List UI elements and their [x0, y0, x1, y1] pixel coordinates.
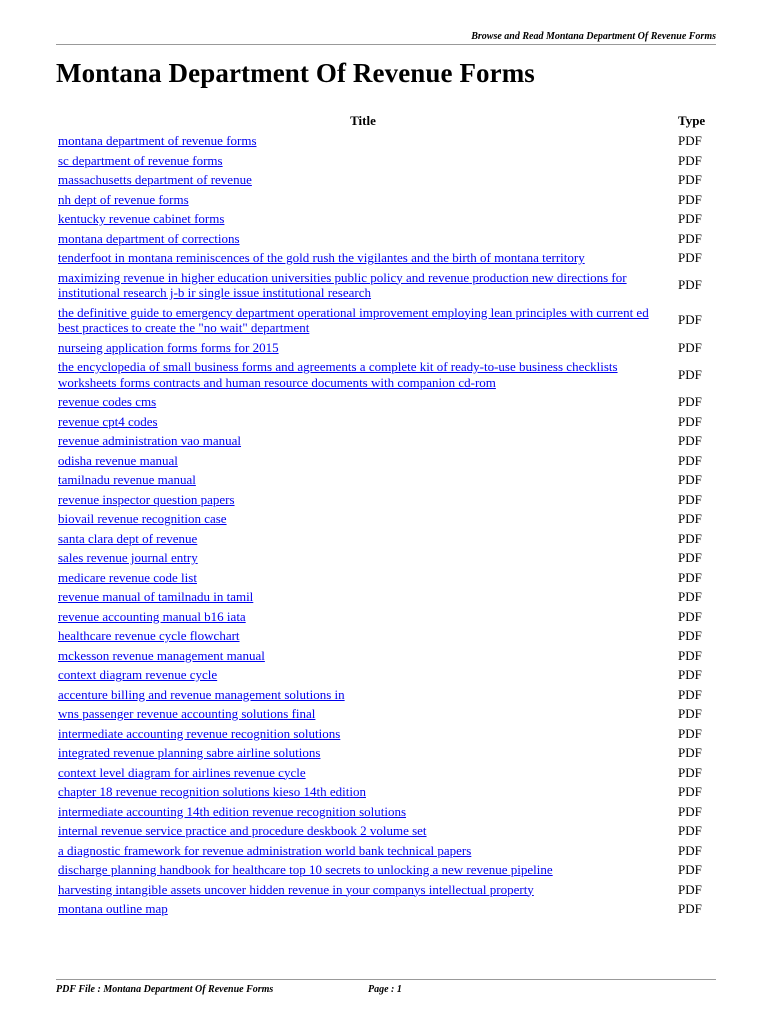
title-cell	[56, 357, 670, 392]
type-cell: PDF	[678, 569, 702, 585]
documents-table-body	[56, 131, 716, 919]
title-cell	[56, 646, 670, 666]
table-row	[56, 899, 716, 919]
type-cell: PDF	[678, 530, 702, 546]
title-cell	[56, 229, 670, 249]
type-cell: PDF	[678, 901, 702, 916]
type-cell: PDF	[678, 608, 702, 624]
table-row	[56, 587, 716, 607]
table-row	[56, 880, 716, 900]
document-link[interactable]: mckesson revenue management manual	[58, 647, 265, 663]
document-link[interactable]: sc department of revenue forms	[58, 152, 223, 168]
document-link[interactable]: revenue administration vao manual	[58, 433, 242, 448]
type-cell: PDF	[678, 842, 702, 858]
title-cell	[56, 724, 670, 744]
table-row	[56, 357, 716, 392]
document-link[interactable]: the definitive guide to emergency department operational improvement employing lean principles with current ed best practices to create the "no wait" department	[58, 304, 649, 335]
table-row	[56, 743, 716, 763]
table-row	[56, 151, 716, 171]
table-row	[56, 490, 716, 510]
title-cell	[56, 899, 670, 919]
type-cell: PDF	[678, 366, 702, 382]
document-link[interactable]: santa clara dept of revenue	[58, 530, 198, 546]
type-cell: PDF	[678, 823, 702, 838]
type-cell: PDF	[678, 550, 702, 565]
title-cell	[56, 451, 670, 471]
table-row	[56, 607, 716, 627]
document-link[interactable]: integrated revenue planning sabre airline solutions	[58, 745, 321, 760]
table-row	[56, 431, 716, 451]
document-link[interactable]: montana outline map	[58, 901, 168, 916]
type-cell: PDF	[678, 706, 702, 721]
document-link[interactable]: tenderfoot in montana reminiscences of the gold rush the vigilantes and the birth of montana territory	[58, 250, 585, 265]
document-link[interactable]: revenue cpt4 codes	[58, 413, 158, 429]
document-link[interactable]: massachusetts department of revenue	[58, 172, 252, 187]
title-cell	[56, 338, 670, 358]
title-cell	[56, 665, 670, 685]
document-link[interactable]: intermediate accounting 14th edition revenue recognition solutions	[58, 803, 407, 819]
header-divider	[56, 44, 716, 45]
type-cell: PDF	[678, 667, 702, 682]
document-link[interactable]: a diagnostic framework for revenue administration world bank technical papers	[58, 842, 472, 858]
title-cell	[56, 209, 670, 229]
table-row	[56, 704, 716, 724]
table-row	[56, 841, 716, 861]
table-row	[56, 268, 716, 303]
table-row	[56, 338, 716, 358]
table-row	[56, 529, 716, 549]
type-cell: PDF	[678, 152, 702, 168]
table-row	[56, 229, 716, 249]
title-cell	[56, 303, 670, 338]
table-row	[56, 821, 716, 841]
table-row	[56, 548, 716, 568]
title-cell	[56, 412, 670, 432]
table-row	[56, 303, 716, 338]
title-cell	[56, 743, 670, 763]
document-link[interactable]: revenue accounting manual b16 iata	[58, 608, 246, 624]
title-cell	[56, 248, 670, 268]
document-link[interactable]: odisha revenue manual	[58, 452, 178, 468]
document-link[interactable]: nh dept of revenue forms	[58, 191, 189, 207]
title-cell	[56, 782, 670, 802]
table-row	[56, 451, 716, 471]
type-cell: PDF	[678, 230, 702, 246]
document-link[interactable]: maximizing revenue in higher education universities public policy and revenue production new directions for institutional research j-b ir single issue institutional research	[58, 269, 627, 300]
type-cell: PDF	[678, 745, 702, 760]
footer-divider	[56, 979, 716, 980]
footer-file-label: PDF File : Montana Department Of Revenue Forms	[56, 984, 274, 995]
type-cell: PDF	[678, 472, 702, 487]
type-cell: PDF	[678, 191, 702, 207]
title-cell	[56, 392, 670, 412]
document-link[interactable]: montana department of corrections	[58, 230, 240, 246]
title-cell	[56, 763, 670, 783]
type-cell: PDF	[678, 647, 702, 663]
type-cell: PDF	[678, 452, 702, 468]
type-cell: PDF	[678, 394, 702, 409]
title-cell	[56, 529, 670, 549]
table-row	[56, 665, 716, 685]
table-row	[56, 248, 716, 268]
page-title: Montana Department Of Revenue Forms	[56, 58, 535, 88]
table-row	[56, 131, 716, 151]
type-cell: PDF	[678, 133, 702, 148]
document-link[interactable]: context diagram revenue cycle	[58, 667, 218, 682]
title-cell	[56, 821, 670, 841]
table-row	[56, 568, 716, 588]
table-row	[56, 626, 716, 646]
table-row	[56, 763, 716, 783]
title-cell	[56, 170, 670, 190]
type-cell: PDF	[678, 725, 702, 741]
running-header: Browse and Read Montana Department Of Revenue Forms	[471, 31, 716, 42]
title-cell	[56, 802, 670, 822]
table-row	[56, 190, 716, 210]
type-cell: PDF	[678, 277, 702, 293]
title-cell	[56, 268, 670, 303]
document-link[interactable]: harvesting intangible assets uncover hidden revenue in your companys intellectual property	[58, 881, 534, 897]
title-column-header: Title	[350, 113, 376, 128]
document-link[interactable]: discharge planning handbook for healthcare top 10 secrets to unlocking a new revenue pipeline	[58, 862, 553, 877]
documents-table	[56, 111, 716, 919]
table-row	[56, 860, 716, 880]
table-row	[56, 724, 716, 744]
document-link[interactable]: healthcare revenue cycle flowchart	[58, 628, 240, 643]
table-row	[56, 646, 716, 666]
type-cell: PDF	[678, 339, 702, 355]
title-cell	[56, 548, 670, 568]
type-cell: PDF	[678, 250, 702, 265]
type-cell: PDF	[678, 589, 702, 604]
table-row	[56, 170, 716, 190]
table-row	[56, 509, 716, 529]
type-cell: PDF	[678, 433, 702, 448]
type-cell: PDF	[678, 881, 702, 897]
document-link[interactable]: intermediate accounting revenue recognition solutions	[58, 725, 341, 741]
title-cell	[56, 685, 670, 705]
table-row	[56, 470, 716, 490]
table-row	[56, 782, 716, 802]
title-cell	[56, 841, 670, 861]
title-cell	[56, 190, 670, 210]
title-cell	[56, 431, 670, 451]
table-header-row	[56, 111, 716, 131]
document-link[interactable]: revenue codes cms	[58, 394, 157, 409]
type-cell: PDF	[678, 211, 702, 226]
table-row	[56, 392, 716, 412]
type-cell: PDF	[678, 628, 702, 643]
document-link[interactable]: context level diagram for airlines revenue cycle	[58, 764, 306, 780]
title-cell	[56, 860, 670, 880]
document-link[interactable]: the encyclopedia of small business forms and agreements a complete kit of ready-to-use business checklists worksheets forms contracts and human resource documents with companion cd-rom	[58, 359, 618, 390]
type-cell: PDF	[678, 784, 702, 799]
document-link[interactable]: biovail revenue recognition case	[58, 511, 227, 526]
type-cell: PDF	[678, 686, 702, 702]
document-link[interactable]: internal revenue service practice and procedure deskbook 2 volume set	[58, 823, 427, 838]
document-link[interactable]: accenture billing and revenue management solutions in	[58, 686, 345, 702]
type-cell: PDF	[678, 172, 702, 187]
title-cell	[56, 470, 670, 490]
type-cell: PDF	[678, 413, 702, 429]
title-cell	[56, 880, 670, 900]
table-row	[56, 685, 716, 705]
document-link[interactable]: medicare revenue code list	[58, 569, 197, 585]
table-row	[56, 802, 716, 822]
type-cell: PDF	[678, 803, 702, 819]
title-cell	[56, 587, 670, 607]
type-cell: PDF	[678, 312, 702, 328]
type-cell: PDF	[678, 764, 702, 780]
document-link[interactable]: revenue inspector question papers	[58, 491, 235, 507]
document-link[interactable]: revenue manual of tamilnadu in tamil	[58, 589, 254, 604]
table-row	[56, 412, 716, 432]
title-cell	[56, 626, 670, 646]
type-column-header: Type	[678, 113, 706, 128]
document-link[interactable]: sales revenue journal entry	[58, 550, 198, 565]
table-row	[56, 209, 716, 229]
document-link[interactable]: wns passenger revenue accounting solutions final	[58, 706, 316, 721]
title-cell	[56, 607, 670, 627]
document-link[interactable]: tamilnadu revenue manual	[58, 472, 196, 487]
title-cell	[56, 568, 670, 588]
title-cell	[56, 509, 670, 529]
document-link[interactable]: kentucky revenue cabinet forms	[58, 211, 225, 226]
title-cell	[56, 131, 670, 151]
title-cell	[56, 704, 670, 724]
title-cell	[56, 490, 670, 510]
type-cell: PDF	[678, 511, 702, 526]
type-cell: PDF	[678, 491, 702, 507]
title-cell	[56, 151, 670, 171]
document-link[interactable]: montana department of revenue forms	[58, 133, 257, 148]
document-link[interactable]: chapter 18 revenue recognition solutions kieso 14th edition	[58, 784, 366, 799]
footer-page-number: Page : 1	[368, 984, 402, 995]
type-cell: PDF	[678, 862, 702, 877]
document-link[interactable]: nurseing application forms forms for 2015	[58, 339, 279, 355]
